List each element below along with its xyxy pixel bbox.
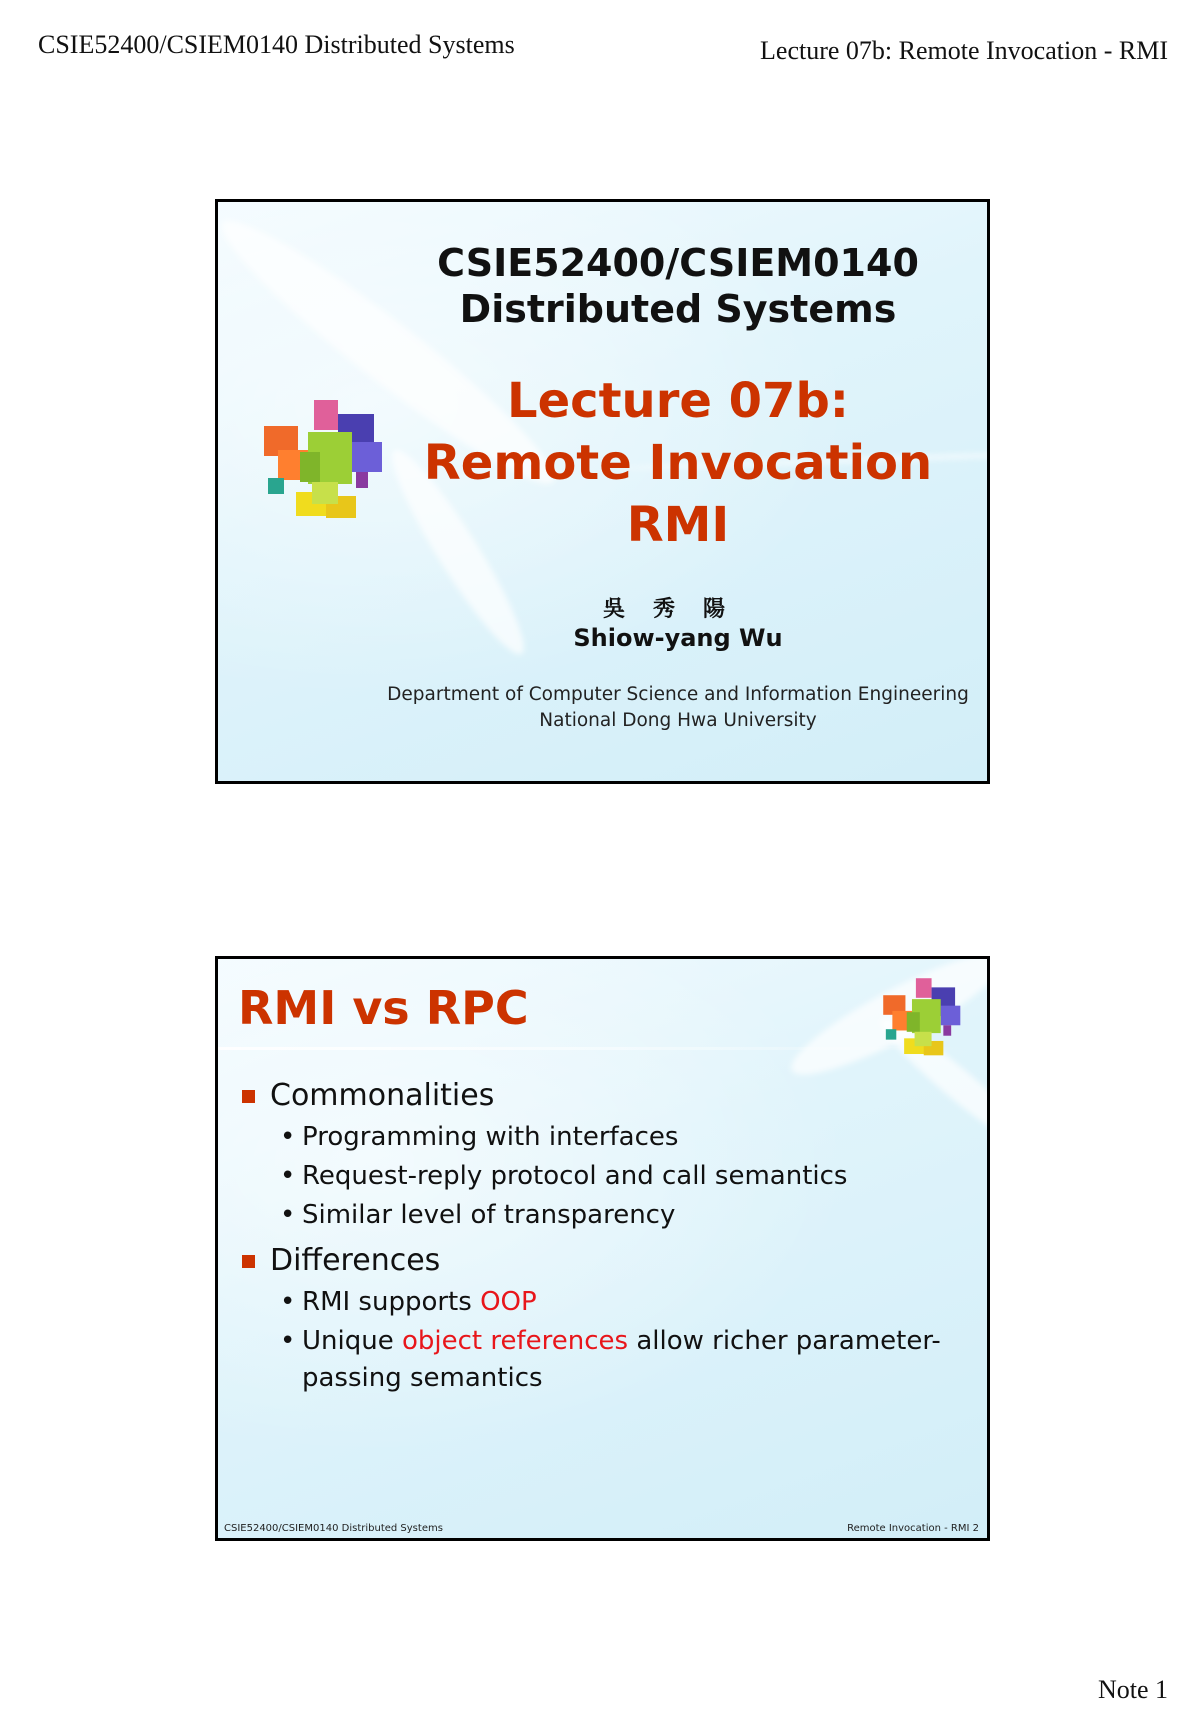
slide-title — [215, 199, 990, 784]
sub-bullet — [240, 1284, 960, 1321]
bullet-label: Commonalities — [270, 1078, 495, 1113]
square-bullet-icon — [242, 1090, 255, 1103]
sub-bullet — [240, 1323, 960, 1397]
course-code: CSIE52400/CSIEM0140 — [437, 241, 919, 285]
course-heading — [378, 240, 978, 332]
bullet-commonalities — [240, 1075, 960, 1117]
affiliation — [338, 682, 990, 734]
sub-bullet — [240, 1158, 960, 1195]
slide-rmi-vs-rpc — [215, 956, 990, 1541]
lecture-title-line1: Lecture 07b: — [507, 373, 849, 429]
department: Department of Computer Science and Information Engineering — [387, 684, 969, 705]
highlight-oop: OOP — [480, 1287, 537, 1317]
lecture-title — [368, 370, 988, 556]
dot-bullet-icon: • — [280, 1161, 296, 1191]
dot-bullet-icon: • — [280, 1122, 296, 1152]
sub-bullet-text: RMI supports — [302, 1287, 481, 1317]
slide-footer-left: CSIE52400/CSIEM0140 Distributed Systems — [224, 1523, 443, 1534]
title-divider — [218, 1047, 990, 1050]
sub-bullet-text: Unique — [302, 1326, 402, 1356]
slide-title: RMI vs RPC — [238, 981, 529, 1035]
sub-bullet-text: Request-reply protocol and call semantics — [302, 1161, 848, 1191]
sub-bullet-text: Similar level of transparency — [302, 1200, 676, 1230]
page-header-left: CSIE52400/CSIEM0140 Distributed Systems — [38, 30, 515, 59]
slide-footer-right: Remote Invocation - RMI 2 — [847, 1523, 979, 1534]
sub-bullet — [240, 1197, 960, 1234]
sub-bullet-text: allow richer parameter-passing semantics — [302, 1326, 941, 1393]
author-name: Shiow-yang Wu — [573, 624, 783, 652]
university: National Dong Hwa University — [539, 710, 817, 731]
puzzle-cube-icon — [878, 973, 976, 1071]
bullet-list — [240, 1069, 960, 1397]
lecture-title-line3: RMI — [626, 497, 730, 553]
dot-bullet-icon: • — [280, 1326, 296, 1356]
sub-bullet-text: Programming with interfaces — [302, 1122, 679, 1152]
course-name: Distributed Systems — [459, 287, 897, 331]
dot-bullet-icon: • — [280, 1287, 296, 1317]
page-header-right: Lecture 07b: Remote Invocation - RMI — [760, 36, 1168, 65]
author-name-cjk: 吳秀陽 — [602, 596, 753, 622]
dot-bullet-icon: • — [280, 1200, 296, 1230]
highlight-object-references: object references — [401, 1326, 629, 1356]
lecture-title-line2: Remote Invocation — [423, 435, 933, 491]
bullet-differences — [240, 1240, 960, 1282]
sub-bullet — [240, 1119, 960, 1156]
square-bullet-icon — [242, 1255, 255, 1268]
bullet-label: Differences — [270, 1243, 441, 1278]
page-footer-note: Note 1 — [1097, 1675, 1168, 1704]
